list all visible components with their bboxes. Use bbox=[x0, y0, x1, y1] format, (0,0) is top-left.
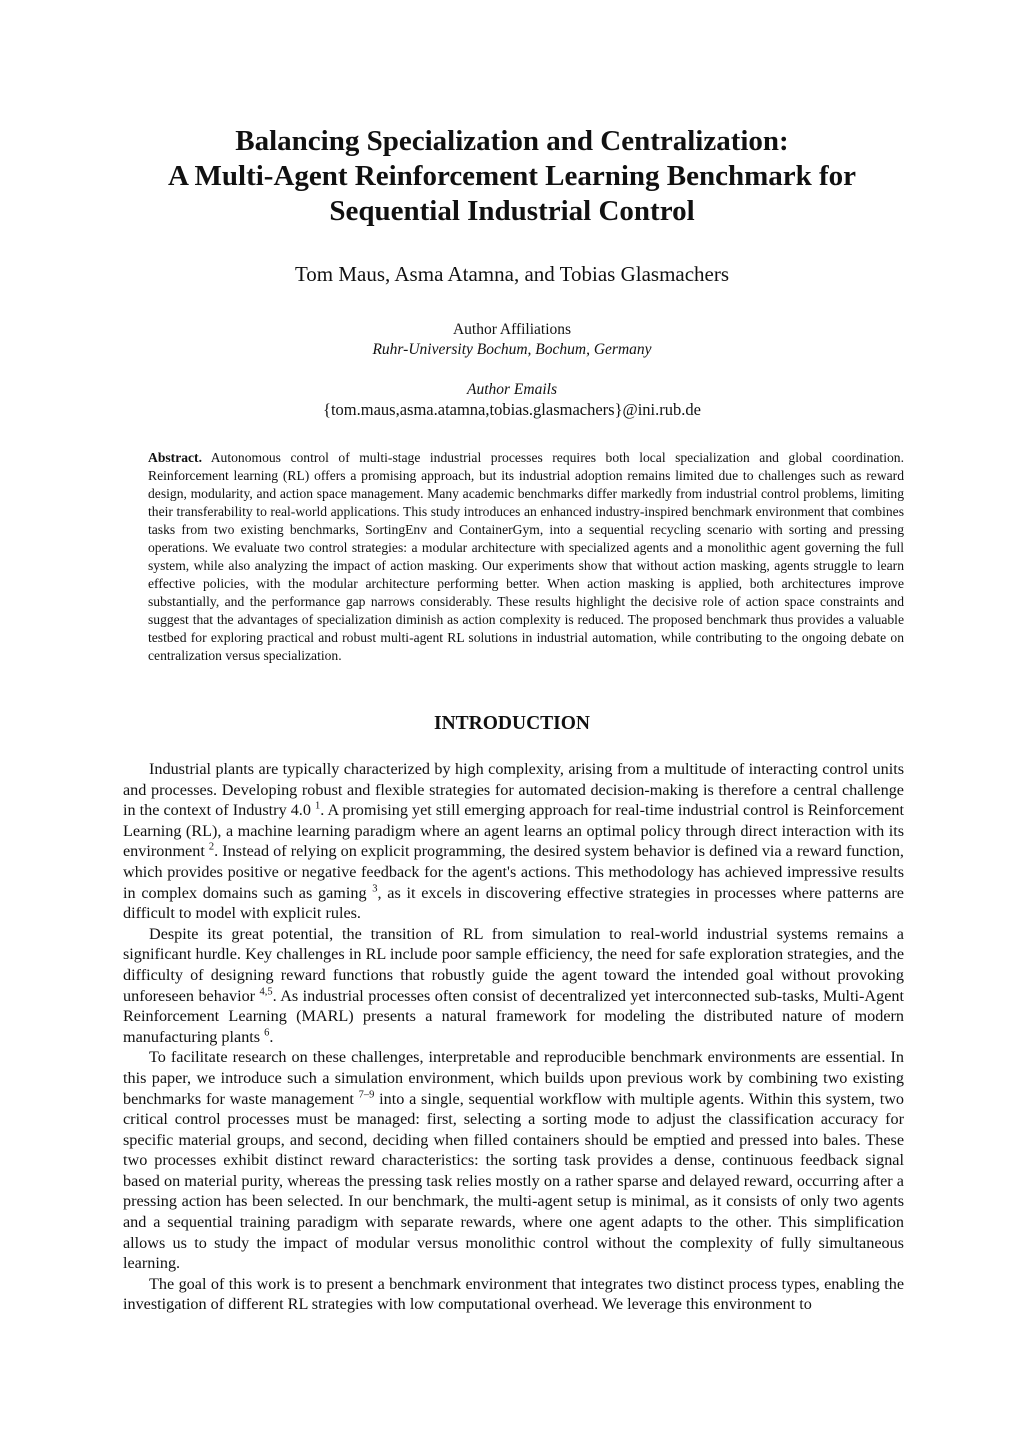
introduction-body bbox=[123, 759, 904, 1315]
paragraph-text: , as it excels in discovering effective strategies in processes where patterns are difficult to model with explicit rules. bbox=[123, 883, 904, 923]
paragraph-text: The goal of this work is to present a benchmark environment that integrates two distinct process types, enabling the investigation of different RL strategies with low computational overhead. We leverage this environment to bbox=[123, 1274, 904, 1314]
paragraph-text: To facilitate research on these challenges, interpretable and reproducible benchmark environments are essential. In this paper, we introduce such a simulation environment, which builds upon previous work by combining two existing benchmarks for waste management bbox=[123, 1048, 904, 1108]
paragraph-text: into a single, sequential workflow with multiple agents. Within this system, two critical control processes must be managed: first, selecting a sorting mode to adjust the classification accuracy for specific material groups, and second, deciding when filled containers should be emptied and pressed into bales. These two processes exhibit distinct reward characteristics: the sorting task provides a dense, continuous feedback signal based on material purity, whereas the pressing task relies mostly on a rather sparse and delayed reward, occurring after a pressing action has been selected. In our benchmark, the multi-agent setup is minimal, as it consists of only two agents and a sequential training paradigm with separate rewards, where one agent adapts to the other. This simplification allows us to study the impact of modular versus monolithic control without the complexity of fully simultaneous learning. bbox=[123, 1089, 904, 1273]
citation: 4,5 bbox=[259, 986, 273, 998]
citation: 2 bbox=[208, 841, 215, 853]
paragraph-2 bbox=[123, 924, 904, 1048]
abstract bbox=[148, 449, 904, 665]
abstract-label: Abstract. bbox=[148, 450, 202, 465]
citation: 7–9 bbox=[358, 1089, 375, 1101]
paragraph-3 bbox=[123, 1047, 904, 1274]
paragraph-1 bbox=[123, 759, 904, 924]
paragraph-text: . Instead of relying on explicit programming, the desired system behavior is defined via a reward function, which provides positive or negative feedback for the agent's actions. This methodology has achieved impressive results in complex domains such as gaming bbox=[123, 842, 904, 902]
abstract-text: Autonomous control of multi-stage industrial processes requires both local specialization and global coordination. Reinforcement learning (RL) offers a promising approach, but its industrial adoption remains limited due to challenges such as reward design, modularity, and action space management. Many academic benchmarks differ markedly from industrial control problems, limiting their transferability to real-world applications. This study introduces an enhanced industry-inspired benchmark environment that combines tasks from two existing benchmarks, SortingEnv and ContainerGym, into a sequential recycling scenario with sorting and pressing operations. We evaluate two control strategies: a modular architecture with specialized agents and a monolithic agent governing the full system, while also analyzing the impact of action masking. Our experiments show that without action masking, agents struggle to learn effective policies, with the modular architecture performing better. When action masking is applied, both architectures improve substantially, and the performance gap narrows considerably. These results highlight the decisive role of action space constraints and suggest that the advantages of specialization diminish as action complexity is reduced. The proposed benchmark thus provides a valuable testbed for exploring practical and robust multi-agent RL solutions in industrial automation, while contributing to the ongoing debate on centralization versus specialization. bbox=[148, 450, 904, 663]
affiliations-label: Author Affiliations bbox=[452, 321, 572, 338]
paragraph-text: . A promising yet still emerging approach for real-time industrial control is Reinforcement Learning (RL), a machine learning paradigm where an agent learns an optimal policy through direct interaction with its environment bbox=[123, 801, 904, 861]
title-line-3: Sequential Industrial Control bbox=[329, 195, 695, 227]
paragraph-text: Despite its great potential, the transition of RL from simulation to real-world industrial systems remains a significant hurdle. Key challenges in RL include poor sample efficiency, the need for safe exploration strategies, and the difficulty of designing reward functions that robustly guide the agent toward the intended goal without provoking unforeseen behavior bbox=[123, 924, 904, 1005]
title-line-2: A Multi-Agent Reinforcement Learning Benchmark for bbox=[167, 160, 857, 192]
title-line-1: Balancing Specialization and Centralization: bbox=[235, 125, 789, 157]
paragraph-text: . As industrial processes often consist of decentralized yet interconnected sub-tasks, Multi-Agent Reinforcement Learning (MARL) presents a natural framework for modeling the distributed nature of modern manufacturing plants bbox=[123, 986, 904, 1046]
email-block bbox=[0, 380, 1024, 420]
author-emails: {tom.maus,asma.atamna,tobias.glasmachers}@ini.rub.de bbox=[323, 400, 701, 419]
citation: 6 bbox=[264, 1027, 270, 1039]
paragraph-text: . bbox=[269, 1027, 274, 1046]
author-list: Tom Maus, Asma Atamna, and Tobias Glasmachers bbox=[294, 262, 730, 286]
paragraph-4 bbox=[123, 1274, 904, 1315]
section-heading-introduction: INTRODUCTION bbox=[433, 713, 591, 734]
affiliation: Ruhr-University Bochum, Bochum, Germany bbox=[372, 341, 652, 358]
paper-title bbox=[0, 124, 1024, 229]
citation: 3 bbox=[372, 883, 378, 895]
citation: 1 bbox=[315, 800, 321, 812]
emails-label: Author Emails bbox=[467, 381, 557, 398]
affiliation-block bbox=[0, 320, 1024, 360]
paragraph-text: Industrial plants are typically characterized by high complexity, arising from a multitude of interacting control units and processes. Developing robust and flexible strategies for automated decision-making is therefore a central challenge in the context of Industry 4.0 bbox=[123, 760, 904, 820]
